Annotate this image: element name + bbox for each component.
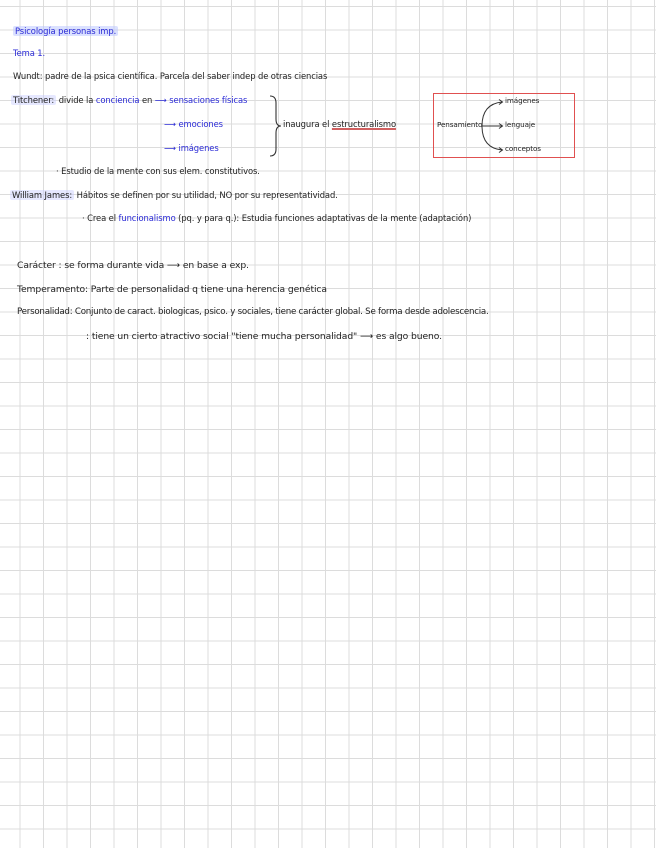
pensamiento-branch-2: lenguaje (505, 120, 536, 129)
wundt-text: padre de la psica científica. Parcela del saber indep de otras ciencias (44, 71, 328, 81)
pensamiento-label: Pensamiento (437, 120, 483, 129)
title-text: Psicología personas imp. (15, 26, 117, 36)
tema-heading: Tema 1. (13, 48, 46, 58)
temperamento-line: Temperamento: Parte de personalidad q tiene una herencia genética (17, 284, 327, 295)
funcionalismo-term: funcionalismo (118, 213, 176, 223)
titchener-item-2: emociones (178, 119, 223, 129)
estudio-line: · Estudio de la mente con sus elem. constitutivos. (56, 166, 260, 176)
titchener-item-3: imágenes (178, 143, 219, 153)
inaugura-line (283, 120, 396, 128)
branch-arrows-icon (478, 98, 504, 154)
titchener-en: en (141, 95, 153, 105)
titchener-arrow-3: ⟶ (164, 143, 176, 153)
crea-rest: (pq. y para q.): Estudia funciones adaptativas de la mente (adaptación) (178, 213, 472, 223)
personalidad-line: Personalidad: Conjunto de caract. biologicas, psico. y sociales, tiene carácter global. Se forma desde adolescencia. (17, 307, 489, 317)
caracter-line: Carácter : se forma durante vida ⟶ en base a exp. (17, 260, 249, 271)
william-name: William James: (12, 190, 73, 200)
personalidad-line-2: : tiene un cierto atractivo social "tiene mucha personalidad" ⟶ es algo bueno. (86, 331, 442, 342)
titchener-item-2-line (164, 120, 223, 128)
curly-brace-icon (268, 95, 282, 157)
pensamiento-branch-3: conceptos (505, 144, 541, 153)
wundt-line (13, 72, 327, 80)
pensamiento-branch-1: imágenes (505, 96, 540, 105)
william-line (10, 191, 338, 199)
crea-line (82, 214, 471, 222)
titchener-line (11, 96, 247, 104)
titchener-arrow-1: ⟶ (154, 95, 167, 105)
titchener-name: Titchener: (13, 95, 55, 105)
william-text: Hábitos se definen por su utilidad, NO por su representatividad. (76, 190, 338, 200)
note-title (13, 27, 118, 35)
wundt-name: Wundt: (13, 71, 43, 81)
titchener-verb: divide la (58, 95, 94, 105)
estructuralismo-term: estructuralismo (331, 119, 397, 129)
inaugura-text: inaugura el (283, 119, 330, 129)
titchener-item-3-line (164, 144, 219, 152)
titchener-arrow-2: ⟶ (164, 119, 176, 129)
titchener-item-1: sensaciones físicas (169, 95, 248, 105)
crea-prefix: · Crea el (82, 213, 116, 223)
titchener-concept: conciencia (95, 95, 140, 105)
